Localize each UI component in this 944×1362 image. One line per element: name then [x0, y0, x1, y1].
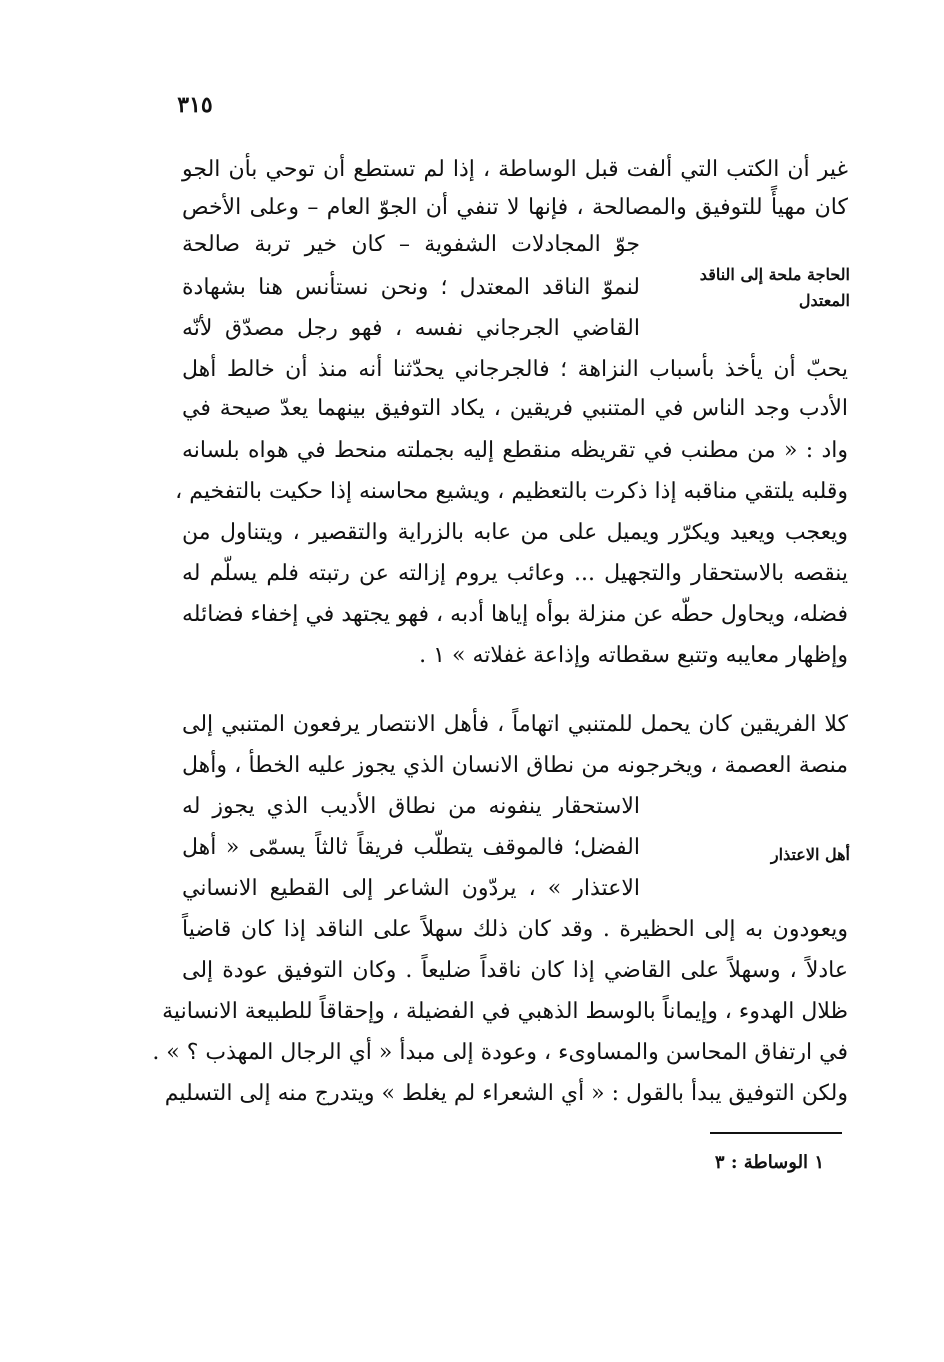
text-line: كان مهيأً للتوفيق والمصالحة ، فإنها لا تنفي أن الجوّ العام – وعلى الأخص: [182, 195, 848, 220]
footnote-divider: [710, 1132, 842, 1134]
text-line: كلا الفريقين كان يحمل للمتنبي اتهاماً ، فأهل الانتصار يرفعون المتنبي إلى: [182, 712, 848, 737]
text-line: ويعودون به إلى الحظيرة . وقد كان ذلك سهلاً على الناقد إذا كان قاضياً: [182, 917, 848, 942]
text-line: وقلبه يلتقي مناقبه إذا ذكرت بالتعظيم ، ويشيع محاسنه إذا حكيت بالتفخيم ،: [175, 479, 848, 504]
text-line: لنموّ الناقد المعتدل ؛ ونحن نستأنس هنا بشهادة: [182, 275, 640, 300]
text-line: الاستحقار ينفونه من نطاق الأديب الذي يجوز له: [182, 794, 640, 819]
text-line: جوّ المجادلات الشفوية – كان خير تربة صالحة: [182, 232, 640, 257]
margin-note-apologists: [690, 842, 850, 868]
text-line: وإظهار معايبه وتتبع سقطاته وإذاعة غفلاته » ١ .: [419, 643, 848, 668]
text-line: عادلاً ، وسهلاً على القاضي إذا كان ناقداً ضليعاً . وكان التوفيق عودة إلى: [182, 958, 848, 983]
margin-note-critic: [690, 262, 850, 314]
margin-note-line: الحاجة ملحة إلى الناقد: [699, 265, 850, 284]
text-line: منصة العصمة ، ويخرجونه من نطاق الانسان الذي يجوز عليه الخطأ ، وأهل: [182, 753, 848, 778]
text-line: ويعجب ويعيد ويكرّر ويميل على من عابه بالزراية والتقصير ، ويتناول من: [182, 520, 848, 545]
footnote: ١ الوساطة : ٣: [714, 1152, 824, 1173]
text-line: في ارتفاق المحاسن والمساوىء ، وعودة إلى مبدأ « أي الرجال المهذب ؟ » .: [152, 1040, 848, 1065]
margin-note-line: المعتدل: [798, 291, 850, 310]
text-line: الاعتذار » ، يردّون الشاعر إلى القطيع الانساني: [182, 876, 640, 901]
text-line: يحبّ أن يأخذ بأسباب النزاهة ؛ فالجرجاني يحدّثنا أنه منذ أن خالط أهل: [182, 357, 848, 382]
text-line: القاضي الجرجاني نفسه ، فهو رجل مصدّق لأنّه: [182, 316, 640, 341]
page-number: ٣١٥: [177, 92, 213, 118]
text-line: ظلال الهدوء ، وإيماناً بالوسط الذهبي في الفضيلة ، وإحقاقاً للطبيعة الانسانية: [162, 999, 848, 1024]
text-line: ينقصه بالاستحقار والتجهيل ... وعائب يروم إزالته عن رتبته فلم يسلّم له: [182, 561, 848, 586]
margin-note-line: أهل الاعتذار: [770, 845, 850, 864]
text-line: الأدب وجد الناس في المتنبي فريقين ، يكاد التوفيق بينهما يعدّ صيحة في: [182, 396, 848, 421]
text-line: ولكن التوفيق يبدأ بالقول : « أي الشعراء لم يغلط » ويتدرج منه إلى التسليم: [164, 1081, 848, 1106]
text-line: واد : « من مطنب في تقريظه منقطع إليه بجملته منحط في هواه بلسانه: [182, 438, 848, 463]
text-line: فضله، ويحاول حطّه عن منزلة بوأه إياها أدبه ، فهو يجتهد في إخفاء فضائله: [182, 602, 848, 627]
text-line: الفضل؛ فالموقف يتطلّب فريقاً ثالثاً يسمّى « أهل: [182, 835, 640, 860]
text-line: غير أن الكتب التي ألفت قبل الوساطة ، إذا لم تستطع أن توحي بأن الجو: [182, 157, 848, 182]
